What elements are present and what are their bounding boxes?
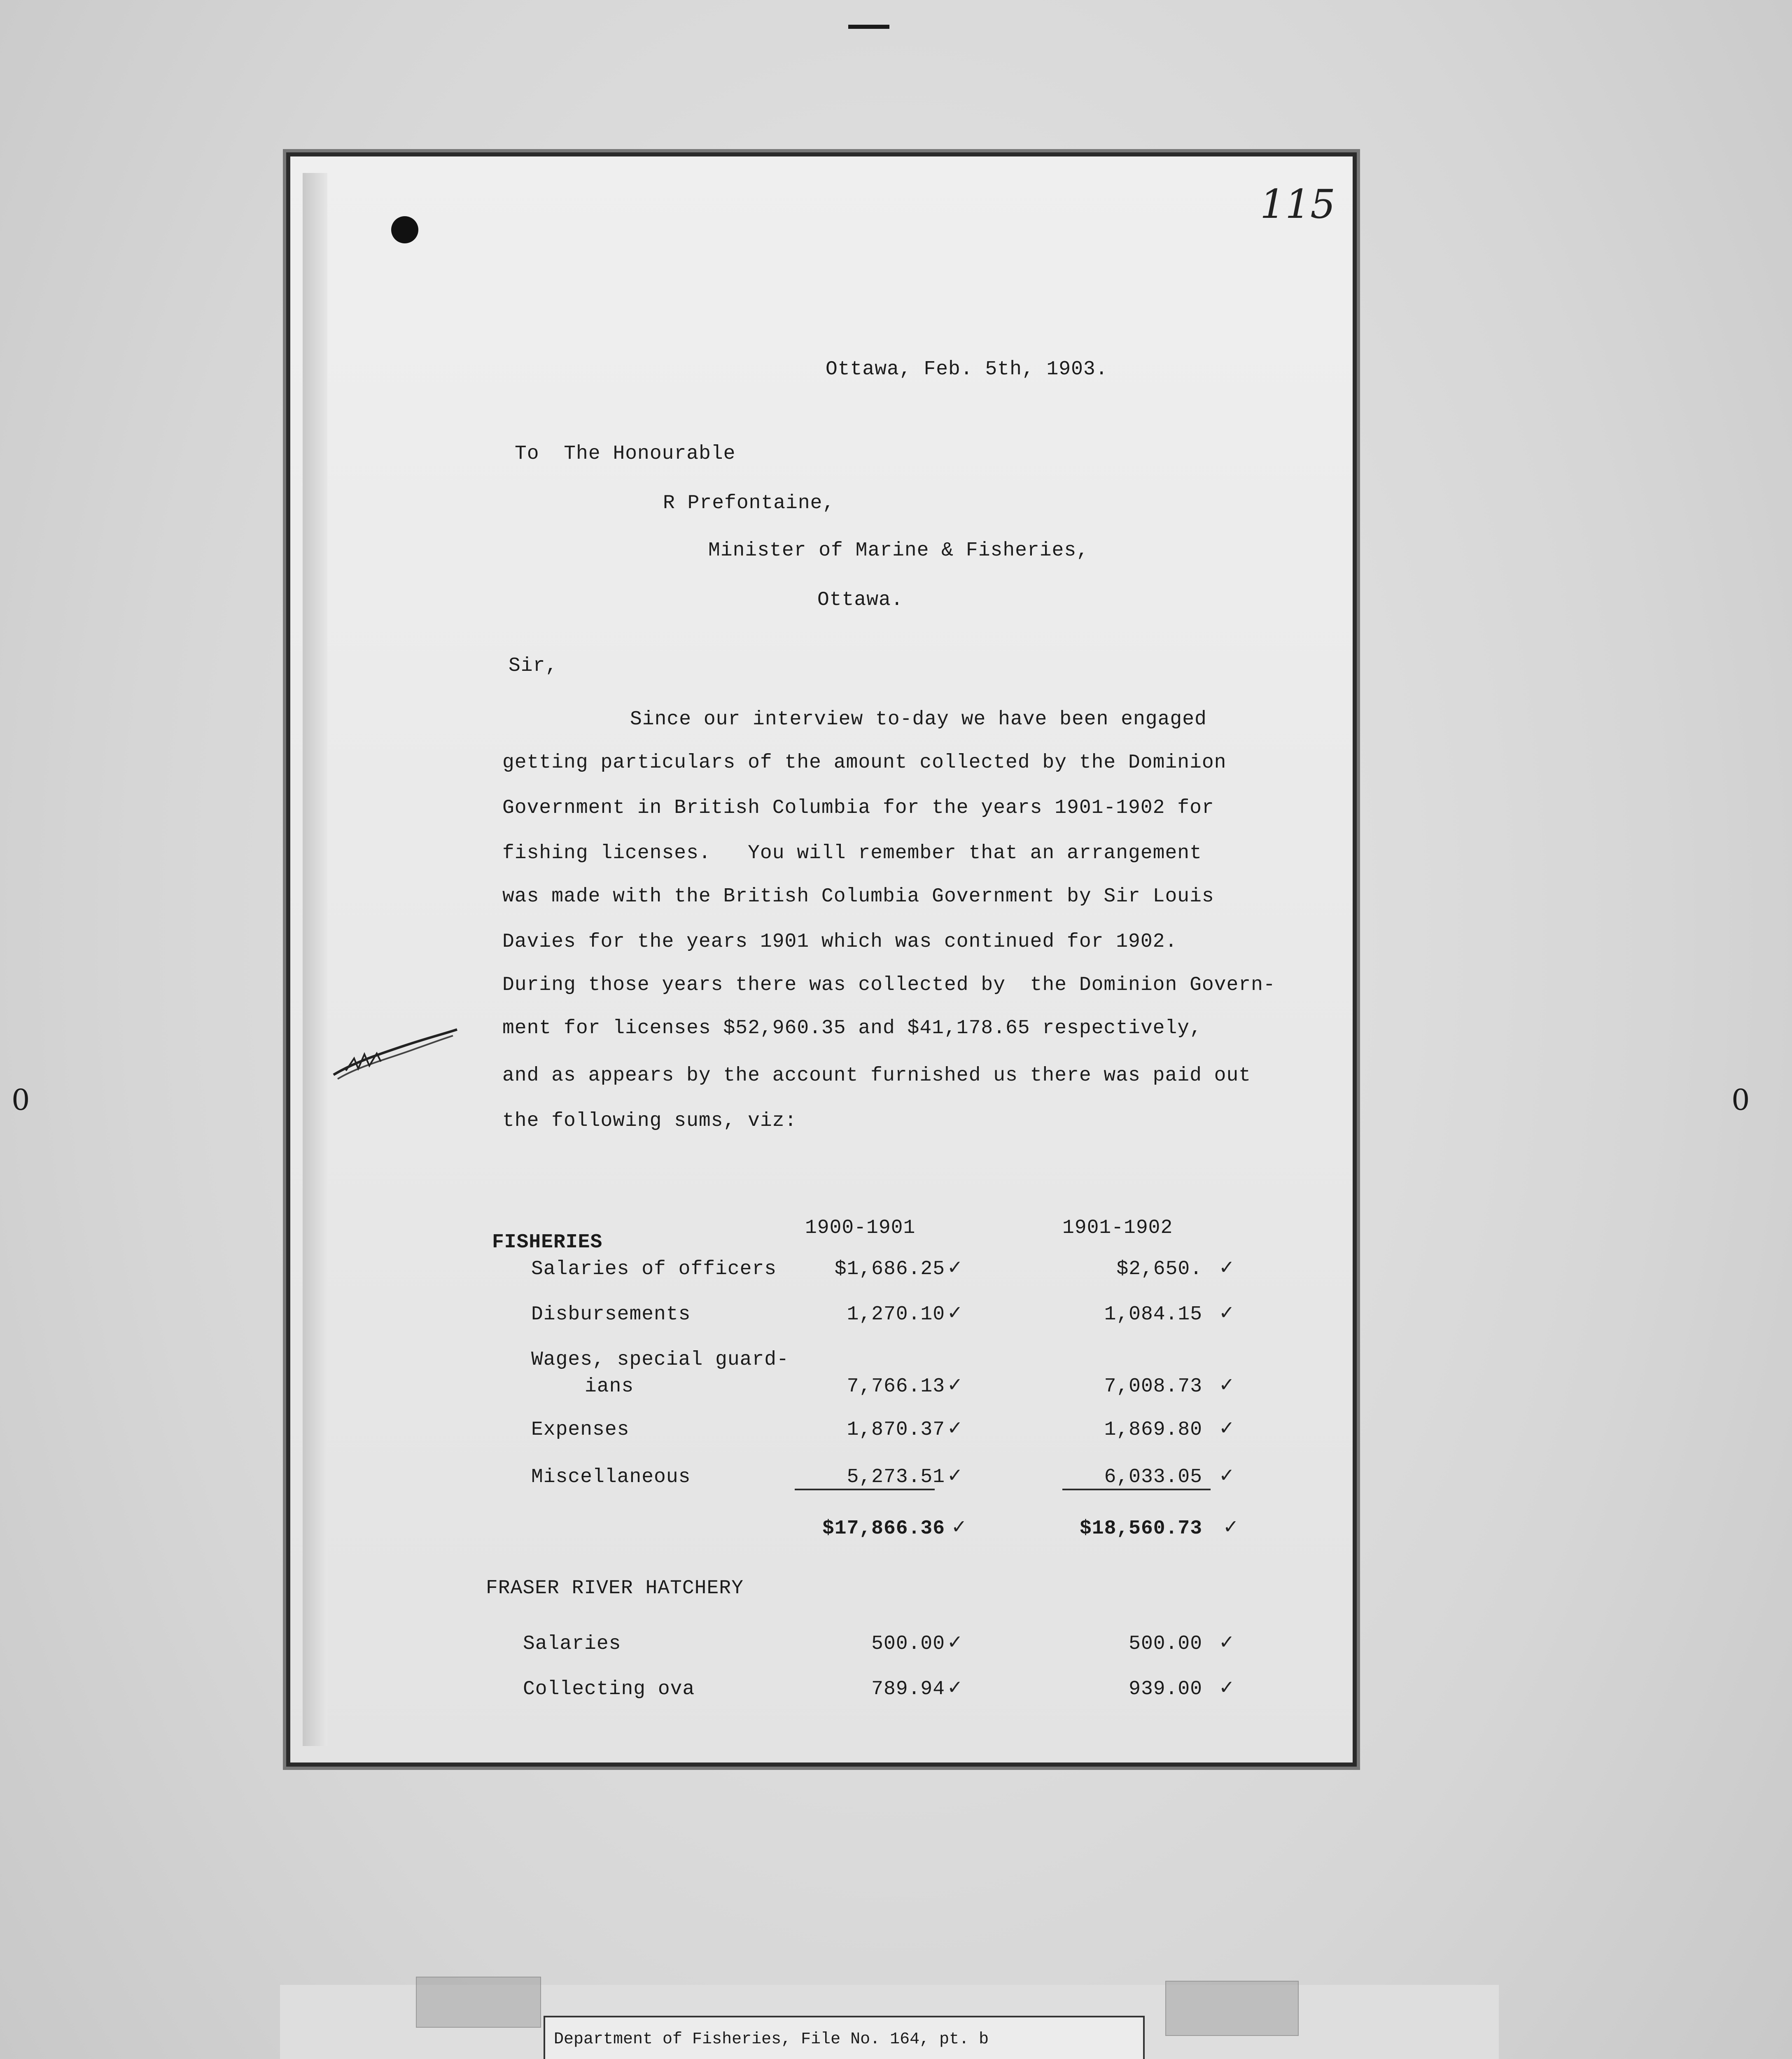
amount: 500.00 [871,1633,945,1655]
body-line: getting particulars of the amount collected by the Dominion [502,752,1227,774]
row-value-col1 [821,1466,945,1488]
row-label: Miscellaneous [531,1466,691,1488]
check-mark: ✓ [1219,1373,1235,1396]
check-mark: ✓ [947,1256,963,1278]
check-mark: ✓ [951,1515,967,1538]
section-heading-fisheries: FISHERIES [492,1231,603,1254]
row-value-col2 [1079,1258,1202,1280]
check-mark: ✓ [1219,1301,1235,1324]
section-heading-hatchery: FRASER RIVER HATCHERY [486,1577,744,1599]
row-value-col2 [1079,1678,1202,1700]
row-label: Salaries [523,1633,621,1655]
body-line: Government in British Columbia for the years 1901-1902 for [502,797,1214,819]
check-mark: ✓ [1219,1631,1235,1653]
amount: 5,273.51 [847,1466,945,1488]
amount: 7,008.73 [1104,1375,1202,1398]
body-line: the following sums, viz: [502,1110,797,1132]
folio-number: 115 [1260,181,1336,227]
body-line: ment for licenses $52,960.35 and $41,178.65 respectively, [502,1017,1202,1039]
check-mark: ✓ [1219,1256,1235,1278]
amount: 500.00 [1129,1633,1202,1655]
file-reference: Department of Fisheries, File No. 164, pt. b [554,2030,989,2049]
check-mark: ✓ [947,1373,963,1396]
body-line: fishing licenses. You will remember that an arrangement [502,842,1202,864]
row-value-col1 [821,1633,945,1655]
row-value-col1 [821,1375,945,1398]
check-mark: ✓ [1223,1515,1239,1538]
row-value-col1 [821,1258,945,1280]
row-label-continued: ians [585,1375,634,1398]
body-line: Davies for the years 1901 which was continued for 1902. [502,931,1178,953]
row-value-col2 [1079,1303,1202,1326]
body-line: was made with the British Columbia Government by Sir Louis [502,885,1214,908]
address-line-4: Ottawa. [817,589,903,611]
amount: 789.94 [871,1678,945,1700]
top-crop-mark [848,25,889,29]
total-col1 [821,1517,945,1540]
amount: $1,686.25 [834,1258,945,1280]
check-mark: ✓ [1219,1417,1235,1439]
amount: 939.00 [1129,1678,1202,1700]
margin-scribble [329,1025,461,1083]
tape-strip [416,1977,541,2028]
row-label: Salaries of officers [531,1258,777,1280]
subtotal-rule [1062,1489,1211,1490]
row-value-col1 [821,1419,945,1441]
row-value-col2 [1079,1375,1202,1398]
body-line: and as appears by the account furnished us there was paid out [502,1065,1251,1087]
amount: $18,560.73 [1079,1517,1202,1540]
body-line: Since our interview to-day we have been engaged [630,708,1207,731]
sheet-shadow [303,173,327,1746]
check-mark: ✓ [947,1631,963,1653]
check-mark: ✓ [947,1301,963,1324]
check-mark: ✓ [1219,1464,1235,1486]
salutation: Sir, [509,655,558,677]
address-line-1: To The Honourable [515,443,736,465]
amount: 1,084.15 [1104,1303,1202,1326]
amount: 1,870.37 [847,1419,945,1441]
amount: 6,033.05 [1104,1466,1202,1488]
row-value-col2 [1079,1633,1202,1655]
address-line-2: R Prefontaine, [663,492,835,514]
row-value-col2 [1079,1466,1202,1488]
amount: 1,869.80 [1104,1419,1202,1441]
row-label: Collecting ova [523,1678,695,1700]
letter-date: Ottawa, Feb. 5th, 1903. [826,358,1108,381]
row-label: Disbursements [531,1303,691,1326]
left-edge-mark: 0 [12,1083,30,1117]
row-value-col1 [821,1303,945,1326]
right-edge-mark: 0 [1731,1083,1750,1117]
body-line: During those years there was collected by the Dominion Govern- [502,974,1276,996]
check-mark: ✓ [1219,1676,1235,1698]
column-header-1900-1901: 1900-1901 [805,1217,916,1239]
amount: $17,866.36 [822,1517,945,1540]
address-line-3: Minister of Marine & Fisheries, [708,539,1089,562]
row-label: Expenses [531,1419,630,1441]
punch-hole [391,216,418,243]
check-mark: ✓ [947,1676,963,1698]
row-value-col2 [1079,1419,1202,1441]
column-header-1901-1902: 1901-1902 [1062,1217,1173,1239]
amount: 1,270.10 [847,1303,945,1326]
check-mark: ✓ [947,1464,963,1486]
check-mark: ✓ [947,1417,963,1439]
amount: $2,650. [1116,1258,1202,1280]
amount: 7,766.13 [847,1375,945,1398]
row-label: Wages, special guard- [531,1349,789,1371]
total-col2 [1079,1517,1202,1540]
tape-strip [1165,1981,1299,2036]
row-value-col1 [821,1678,945,1700]
subtotal-rule [795,1489,935,1490]
